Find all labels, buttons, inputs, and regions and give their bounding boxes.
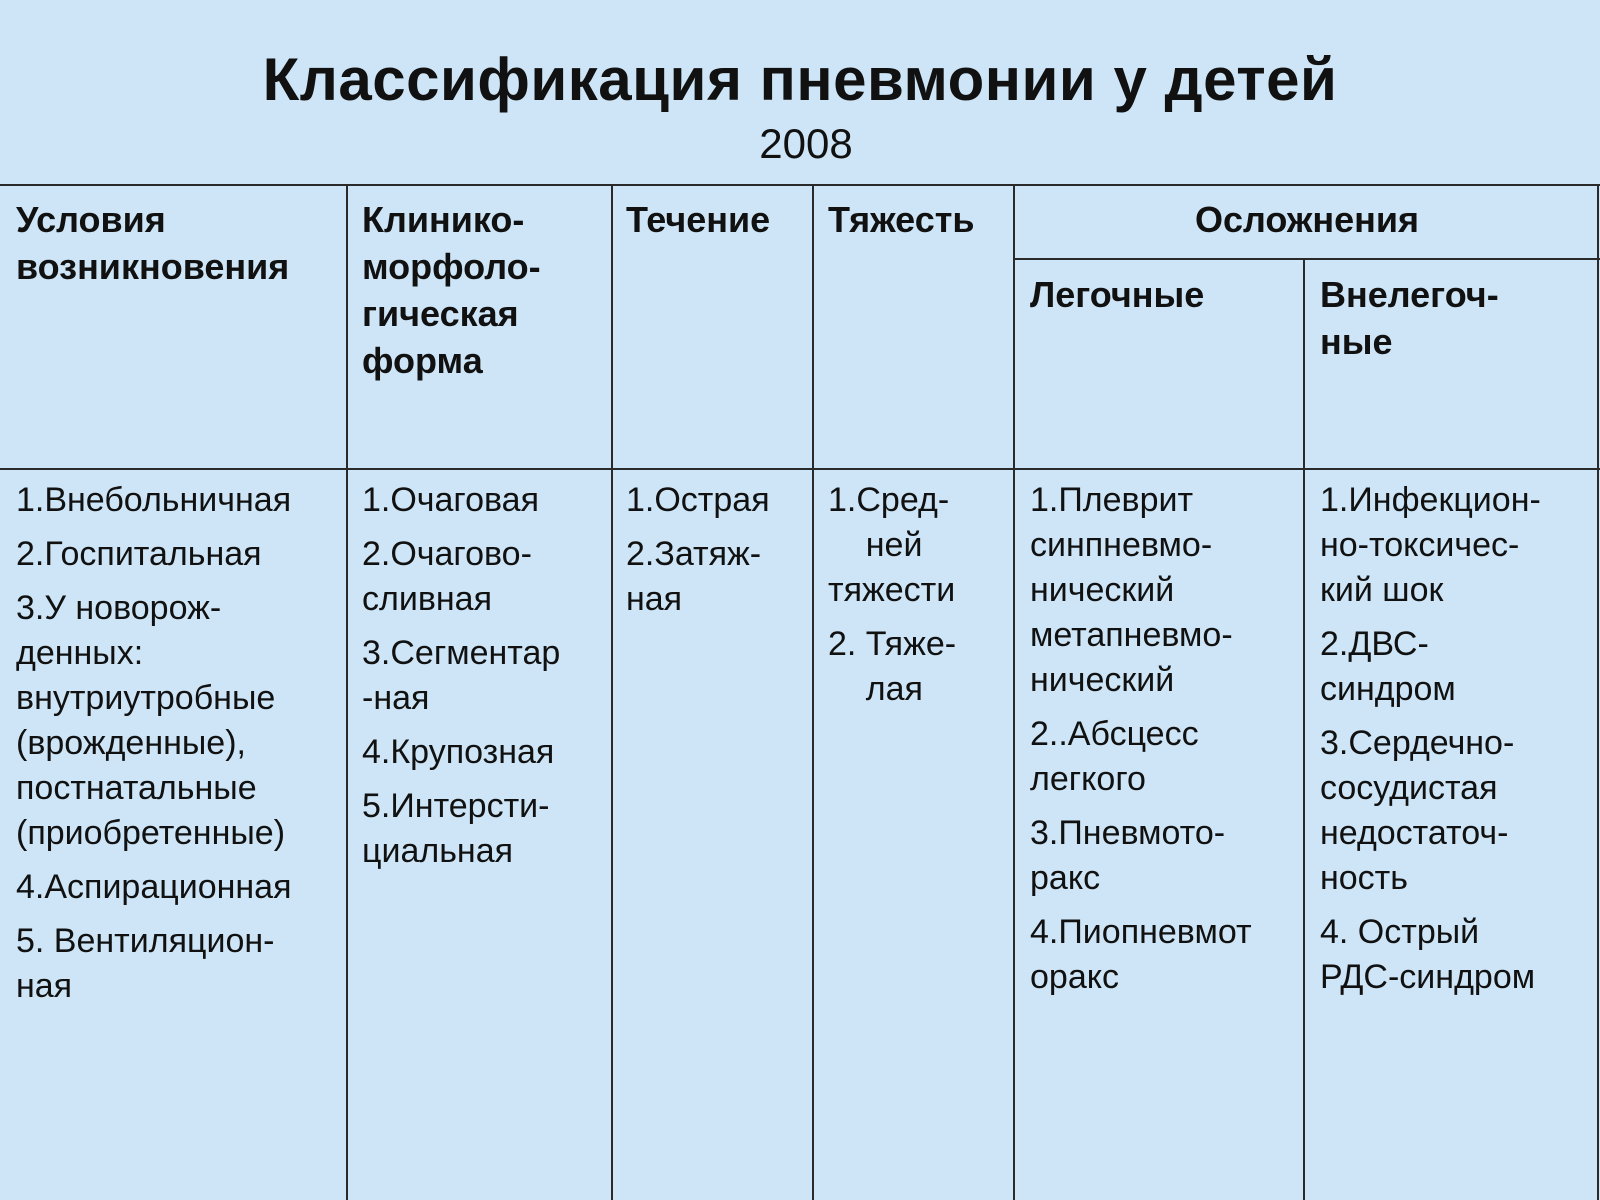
list-item: 2. Тяже- лая	[828, 625, 957, 708]
list-item: 2.Очагово- сливная	[362, 535, 532, 618]
column-clinical-form	[362, 478, 609, 883]
list-item: 1.Очаговая	[362, 481, 539, 519]
list-item: 5. Вентиляцион- ная	[16, 922, 275, 1005]
header-bottom-border	[0, 468, 1600, 470]
header-extrapulmonary: Внелегоч- ные	[1320, 274, 1499, 362]
list-item: 3.Сегментар -ная	[362, 634, 561, 717]
column-course	[626, 478, 810, 631]
col-divider-5	[1303, 259, 1305, 1200]
list-item: 2.Затяж- ная	[626, 535, 762, 618]
column-severity	[828, 478, 1012, 721]
header-complications: Осложнения	[1194, 199, 1420, 240]
col-divider-2	[611, 184, 613, 1200]
table-right-border	[1597, 184, 1599, 1200]
list-item: 4.Крупозная	[362, 733, 555, 771]
list-item: 2..Абсцесс легкого	[1030, 715, 1199, 798]
list-item: 1.Острая	[626, 481, 770, 519]
list-item: 4. Острый РДС-синдром	[1320, 913, 1536, 996]
list-item: 5.Интерсти- циальная	[362, 787, 550, 870]
list-item: 1.Плеврит синпневмо- нический метапневмо- нический	[1030, 481, 1233, 699]
list-item: 2.Госпитальная	[16, 535, 262, 573]
header-origin-conditions: Условия возникновения	[16, 199, 290, 287]
list-item: 1.Внебольничная	[16, 481, 292, 519]
col-divider-3	[812, 184, 814, 1200]
page-title: Классификация пневмонии у детей	[262, 46, 1338, 113]
table-top-border	[0, 184, 1600, 186]
column-extrapulmonary	[1320, 478, 1596, 1009]
list-item: 3.Пневмото- ракс	[1030, 814, 1226, 897]
list-item: 2.ДВС- синдром	[1320, 625, 1456, 708]
header-pulmonary: Легочные	[1030, 274, 1205, 315]
header-clinical-form: Клинико- морфоло- гическая форма	[362, 199, 541, 381]
header-course: Течение	[626, 199, 771, 240]
list-item: 3.У новорож- денных: внутриутробные (врожденные), постнатальные (приобретенные)	[16, 589, 286, 852]
column-origin-conditions	[16, 478, 344, 1018]
complications-divider	[1014, 258, 1600, 260]
list-item: 1.Инфекцион- но-токсичес- кий шок	[1320, 481, 1541, 609]
list-item: 3.Сердечно- сосудистая недостаточ- ность	[1320, 724, 1515, 897]
col-divider-4	[1013, 184, 1015, 1200]
list-item: 1.Сред- ней тяжести	[828, 481, 956, 609]
list-item: 4.Аспирационная	[16, 868, 292, 906]
list-item: 4.Пиопневмот оракс	[1030, 913, 1252, 996]
page-subtitle-year: 2008	[759, 120, 853, 167]
col-divider-1	[346, 184, 348, 1200]
column-pulmonary	[1030, 478, 1302, 1009]
header-severity: Тяжесть	[828, 199, 975, 240]
